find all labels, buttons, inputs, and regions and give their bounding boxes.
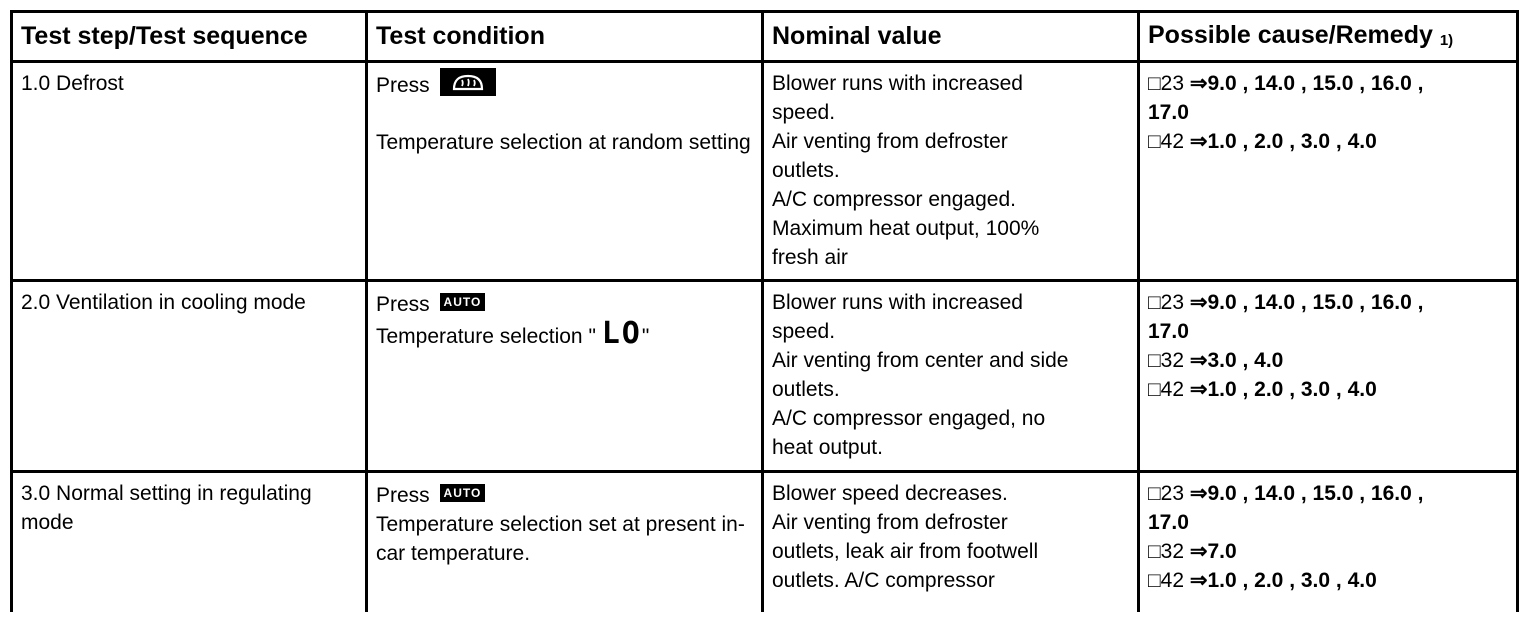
press-label: Press [376,483,430,507]
header-nominal-value: Nominal value [763,12,1139,62]
header-row [12,12,1518,62]
nominal-line: heat output. [772,435,883,459]
remedy-ref: □23 [1148,290,1185,314]
auto-key-icon: AUTO [440,484,486,502]
condition-text: Temperature selection at random setting [376,131,751,155]
remedy-line [1148,317,1508,346]
remedy-line [1148,346,1508,375]
test-condition-cell [367,471,763,612]
nominal-line: speed. [772,101,836,124]
test-condition-cell [367,280,763,471]
test-table [10,10,1519,612]
remedy-steps: ⇒1.0 , 2.0 , 3.0 , 4.0 [1184,130,1377,153]
nominal-line: outlets. [772,377,840,401]
remedy-line [1148,508,1508,537]
remedy-steps: ⇒1.0 , 2.0 , 3.0 , 4.0 [1184,568,1377,592]
header-test-step: Test step/Test sequence [12,12,367,62]
nominal-line: A/C compressor engaged. [772,188,1016,211]
nominal-line: Maximum heat output, 100% [772,217,1040,240]
remedy-steps: ⇒9.0 , 14.0 , 15.0 , 16.0 , [1184,481,1424,505]
nominal-line: speed. [772,319,836,343]
nominal-line: A/C compressor engaged, no [772,406,1046,430]
test-table-container [10,10,1516,612]
remedy-ref: □23 [1148,481,1185,505]
remedy-ref: □32 [1148,539,1185,563]
test-condition-cell [367,62,763,281]
table-row [12,280,1518,471]
nominal-value-cell [763,280,1139,471]
header-test-condition: Test condition [367,12,763,62]
remedy-line [1148,69,1508,98]
remedy-line [1148,537,1508,566]
footnote-marker: 1) [1439,31,1454,49]
remedy-steps: 17.0 [1148,510,1189,534]
nominal-line: outlets. [772,159,840,182]
table-row [12,62,1518,281]
defrost-icon [440,68,496,96]
nominal-line: Air venting from center and side [772,348,1069,372]
remedy-steps: 17.0 [1148,101,1189,124]
remedy-ref: □42 [1148,377,1185,401]
nominal-value-cell [763,471,1139,612]
test-step-cell: 2.0 Ventilation in cooling mode [12,280,367,471]
press-label: Press [376,292,430,316]
nominal-line: Blower speed decreases. [772,481,1008,505]
possible-cause-cell [1139,471,1518,612]
condition-text-post: " [641,324,650,348]
condition-text: Temperature selection set at present in-car temperature. [376,512,745,565]
remedy-steps: ⇒1.0 , 2.0 , 3.0 , 4.0 [1184,377,1377,401]
remedy-line [1148,127,1508,156]
nominal-line: outlets, leak air from footwell [772,539,1039,563]
remedy-line [1148,375,1508,404]
nominal-line: fresh air [772,246,848,269]
nominal-line: Air venting from defroster [772,510,1008,534]
remedy-steps: ⇒3.0 , 4.0 [1184,348,1284,372]
nominal-line: outlets. A/C compressor [772,568,995,592]
condition-text [376,315,753,351]
test-step-cell: 3.0 Normal setting in regulating mode [12,471,367,612]
nominal-line: Blower runs with increased [772,72,1023,95]
remedy-ref: □32 [1148,348,1185,372]
remedy-ref: □42 [1148,130,1185,153]
remedy-ref: □23 [1148,72,1185,95]
nominal-value-cell [763,62,1139,281]
header-possible-cause-label: Possible cause/Remedy [1148,20,1433,49]
remedy-steps: 17.0 [1148,319,1189,343]
possible-cause-cell [1139,62,1518,281]
press-label: Press [376,74,430,97]
remedy-steps: ⇒9.0 , 14.0 , 15.0 , 16.0 , [1184,72,1424,95]
remedy-line [1148,479,1508,508]
remedy-line [1148,288,1508,317]
remedy-steps: ⇒7.0 [1184,539,1237,563]
lo-display: LO [601,315,642,351]
possible-cause-cell [1139,280,1518,471]
nominal-line: Air venting from defroster [772,130,1008,153]
header-possible-cause [1139,12,1518,62]
nominal-line: Blower runs with increased [772,290,1023,314]
remedy-steps: ⇒9.0 , 14.0 , 15.0 , 16.0 , [1184,290,1424,314]
test-step-cell: 1.0 Defrost [12,62,367,281]
table-row [12,471,1518,612]
remedy-line [1148,566,1508,595]
auto-key-icon: AUTO [440,293,486,311]
condition-text-pre: Temperature selection " [376,324,602,348]
remedy-ref: □42 [1148,568,1185,592]
remedy-line [1148,98,1508,127]
